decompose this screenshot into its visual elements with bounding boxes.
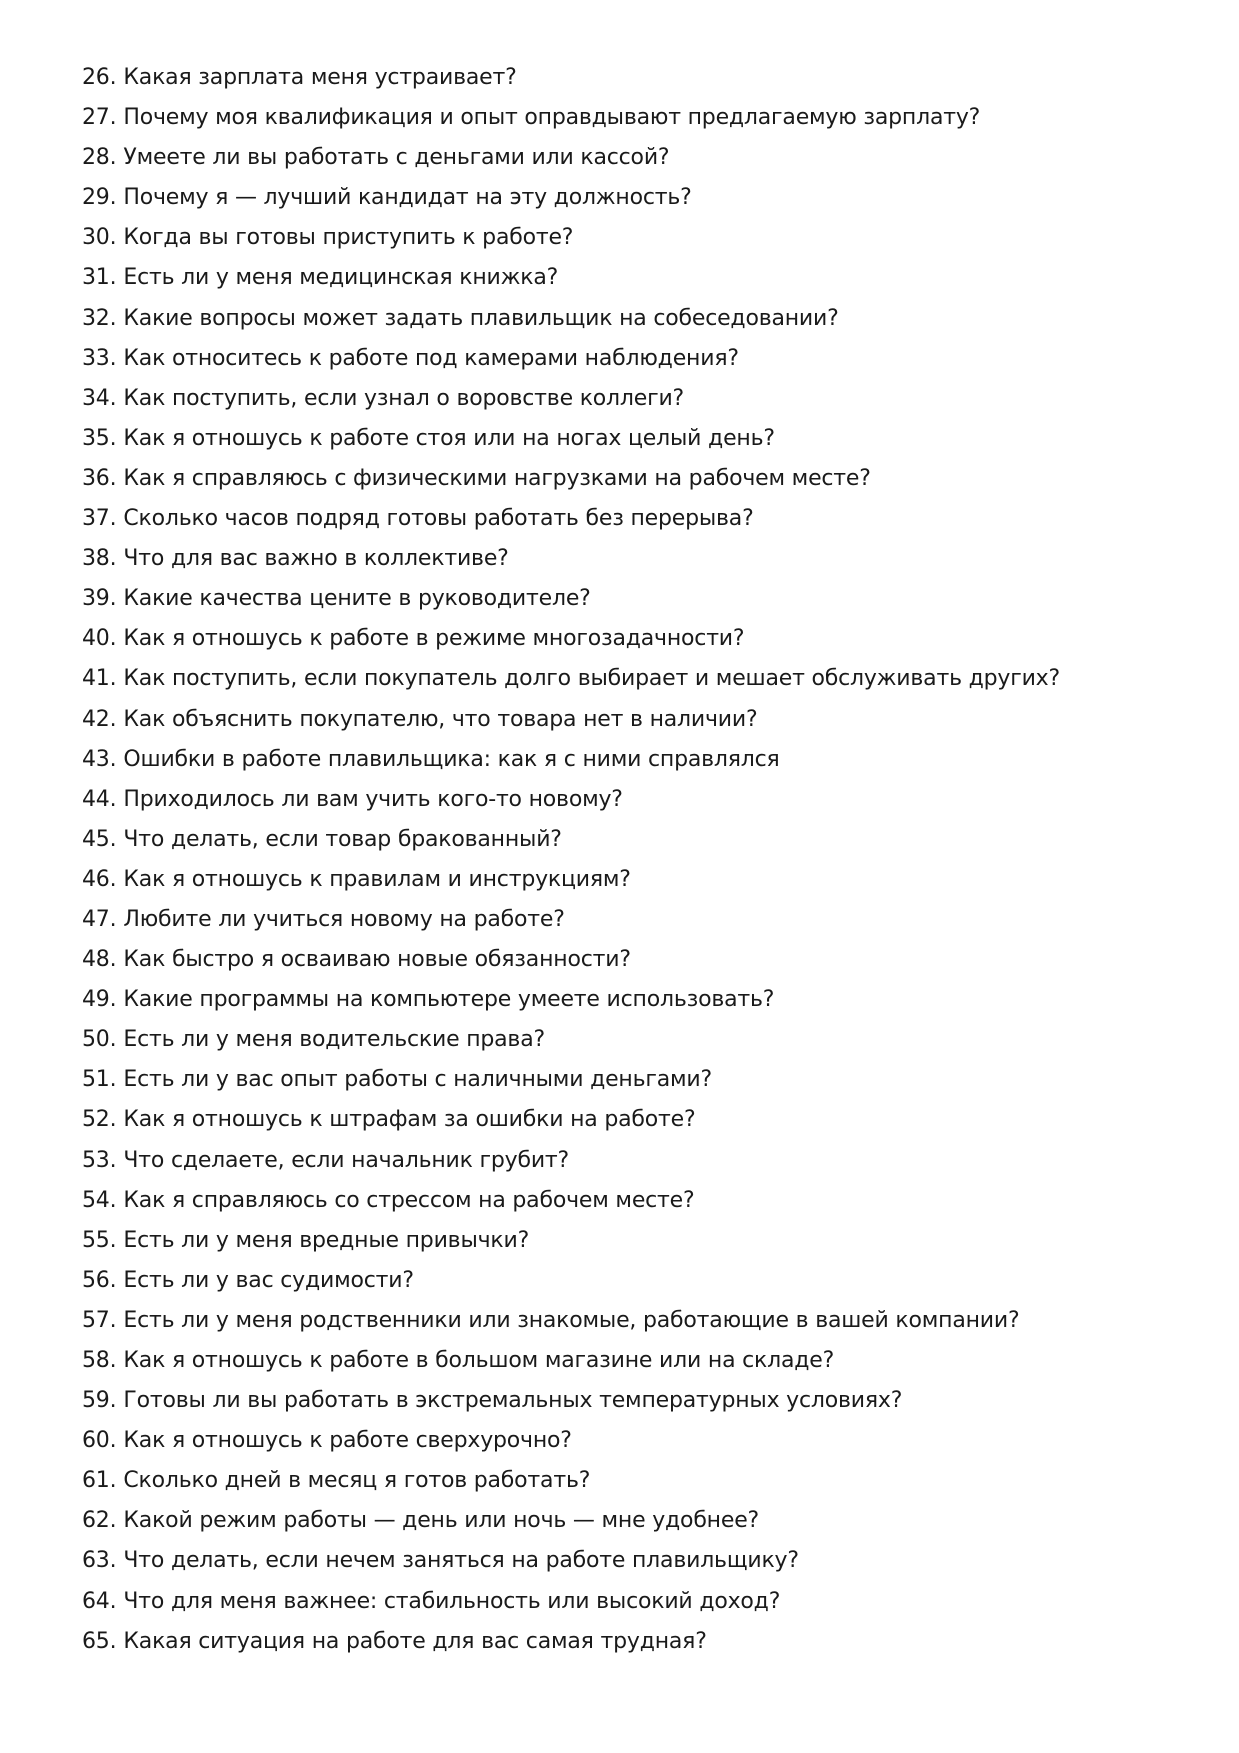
question-text: Какие программы на компьютере умеете использовать? [123, 987, 775, 1013]
question-text: Когда вы готовы приступить к работе? [123, 225, 574, 251]
question-number: 31. [82, 265, 117, 291]
list-item [82, 419, 1182, 459]
question-number: 39. [82, 586, 117, 612]
list-item [82, 1100, 1182, 1140]
list-item [82, 1501, 1182, 1541]
question-text: Какие качества цените в руководителе? [123, 586, 591, 612]
question-number: 38. [82, 546, 117, 572]
list-item [82, 58, 1182, 98]
list-item [82, 659, 1182, 699]
list-item [82, 1341, 1182, 1381]
question-text: Сколько дней в месяц я готов работать? [123, 1468, 591, 1494]
question-text: Как я отношусь к штрафам за ошибки на работе? [123, 1107, 696, 1133]
list-item [82, 539, 1182, 579]
question-number: 28. [82, 145, 117, 171]
question-text: Как я справляюсь с физическими нагрузками на рабочем месте? [123, 465, 871, 491]
list-item [82, 1381, 1182, 1421]
question-number: 55. [82, 1227, 117, 1253]
question-number: 65. [82, 1628, 117, 1654]
question-number: 40. [82, 626, 117, 652]
question-text: Что для меня важнее: стабильность или высокий доход? [123, 1588, 781, 1614]
list-item [82, 98, 1182, 138]
question-text: Почему я — лучший кандидат на эту должность? [123, 185, 692, 211]
question-text: Есть ли у вас опыт работы с наличными деньгами? [123, 1067, 712, 1093]
question-text: Есть ли у меня вредные привычки? [123, 1227, 530, 1253]
question-text: Умеете ли вы работать с деньгами или кассой? [123, 145, 670, 171]
list-item [82, 1261, 1182, 1301]
question-number: 46. [82, 866, 117, 892]
question-text: Что сделаете, если начальник грубит? [123, 1147, 570, 1173]
list-item [82, 860, 1182, 900]
question-number: 64. [82, 1588, 117, 1614]
question-text: Какая зарплата меня устраивает? [123, 65, 517, 90]
question-number: 48. [82, 947, 117, 973]
question-number: 58. [82, 1348, 117, 1373]
list-item [82, 940, 1182, 980]
question-text: Как я справляюсь со стрессом на рабочем месте? [123, 1187, 695, 1213]
question-text: Есть ли у меня родственники или знакомые, работающие в вашей компании? [123, 1307, 1020, 1333]
question-text: Какая ситуация на работе для вас самая трудная? [123, 1628, 707, 1654]
question-number: 61. [82, 1468, 117, 1494]
list-item [82, 740, 1182, 780]
question-text: Ошибки в работе плавильщика: как я с ними справлялся [123, 746, 780, 772]
list-item [82, 299, 1182, 339]
question-number: 59. [82, 1388, 117, 1414]
question-number: 36. [82, 465, 117, 491]
list-item [82, 1181, 1182, 1221]
question-number: 51. [82, 1067, 117, 1093]
list-item [82, 379, 1182, 419]
question-text: Как относитесь к работе под камерами наблюдения? [123, 345, 739, 371]
question-text: Как поступить, если узнал о воровстве коллеги? [123, 385, 685, 411]
question-number: 35. [82, 425, 117, 451]
list-item [82, 579, 1182, 619]
question-text: Есть ли у вас судимости? [123, 1267, 414, 1293]
list-item [82, 1020, 1182, 1060]
question-text: Что делать, если нечем заняться на работе плавильщику? [123, 1548, 799, 1574]
question-number: 41. [82, 666, 117, 692]
question-text: Как я отношусь к работе в большом магазине или на складе? [123, 1348, 835, 1373]
question-number: 33. [82, 345, 117, 371]
question-number: 47. [82, 906, 117, 932]
question-text: Что для вас важно в коллективе? [123, 546, 509, 572]
question-number: 30. [82, 225, 117, 251]
list-item [82, 1622, 1182, 1662]
question-text: Есть ли у меня медицинская книжка? [123, 265, 559, 291]
question-number: 44. [82, 786, 117, 812]
list-item [82, 499, 1182, 539]
list-item [82, 218, 1182, 258]
list-item [82, 1301, 1182, 1341]
question-number: 32. [82, 305, 117, 331]
list-item [82, 459, 1182, 499]
question-text: Как я отношусь к правилам и инструкциям? [123, 866, 631, 892]
list-item [82, 1221, 1182, 1261]
question-number: 52. [82, 1107, 117, 1133]
list-item [82, 339, 1182, 379]
list-item [82, 1582, 1182, 1622]
question-list [82, 58, 1182, 1662]
list-item [82, 980, 1182, 1020]
question-number: 27. [82, 105, 117, 131]
question-text: Как объяснить покупателю, что товара нет в наличии? [123, 706, 758, 732]
question-text: Как я отношусь к работе стоя или на ногах целый день? [123, 425, 775, 451]
question-text: Как я отношусь к работе в режиме многозадачности? [123, 626, 745, 652]
question-number: 26. [82, 65, 117, 90]
list-item [82, 700, 1182, 740]
list-item [82, 1421, 1182, 1461]
question-text: Готовы ли вы работать в экстремальных температурных условиях? [123, 1388, 903, 1414]
question-number: 60. [82, 1428, 117, 1454]
question-number: 50. [82, 1027, 117, 1053]
question-text: Что делать, если товар бракованный? [123, 826, 562, 852]
list-item [82, 619, 1182, 659]
question-text: Какой режим работы — день или ночь — мне удобнее? [123, 1508, 760, 1534]
list-item [82, 1541, 1182, 1581]
question-number: 54. [82, 1187, 117, 1213]
list-item [82, 138, 1182, 178]
question-number: 63. [82, 1548, 117, 1574]
list-item [82, 900, 1182, 940]
question-text: Какие вопросы может задать плавильщик на собеседовании? [123, 305, 839, 331]
list-item [82, 258, 1182, 298]
question-text: Есть ли у меня водительские права? [123, 1027, 545, 1053]
question-number: 34. [82, 385, 117, 411]
question-number: 37. [82, 506, 117, 532]
question-text: Как быстро я осваиваю новые обязанности? [123, 947, 631, 973]
question-number: 53. [82, 1147, 117, 1173]
question-number: 56. [82, 1267, 117, 1293]
list-item [82, 780, 1182, 820]
question-number: 42. [82, 706, 117, 732]
question-number: 57. [82, 1307, 117, 1333]
question-text: Почему моя квалификация и опыт оправдывают предлагаемую зарплату? [123, 105, 981, 131]
list-item [82, 1141, 1182, 1181]
question-text: Сколько часов подряд готовы работать без перерыва? [123, 506, 754, 532]
question-number: 29. [82, 185, 117, 211]
question-number: 62. [82, 1508, 117, 1534]
list-item [82, 178, 1182, 218]
question-text: Любите ли учиться новому на работе? [123, 906, 565, 932]
question-text: Как поступить, если покупатель долго выбирает и мешает обслуживать других? [123, 666, 1060, 692]
list-item [82, 820, 1182, 860]
list-item [82, 1461, 1182, 1501]
question-number: 43. [82, 746, 117, 772]
question-number: 45. [82, 826, 117, 852]
question-text: Как я отношусь к работе сверхурочно? [123, 1428, 572, 1454]
question-number: 49. [82, 987, 117, 1013]
list-item [82, 1060, 1182, 1100]
question-text: Приходилось ли вам учить кого-то новому? [123, 786, 623, 812]
